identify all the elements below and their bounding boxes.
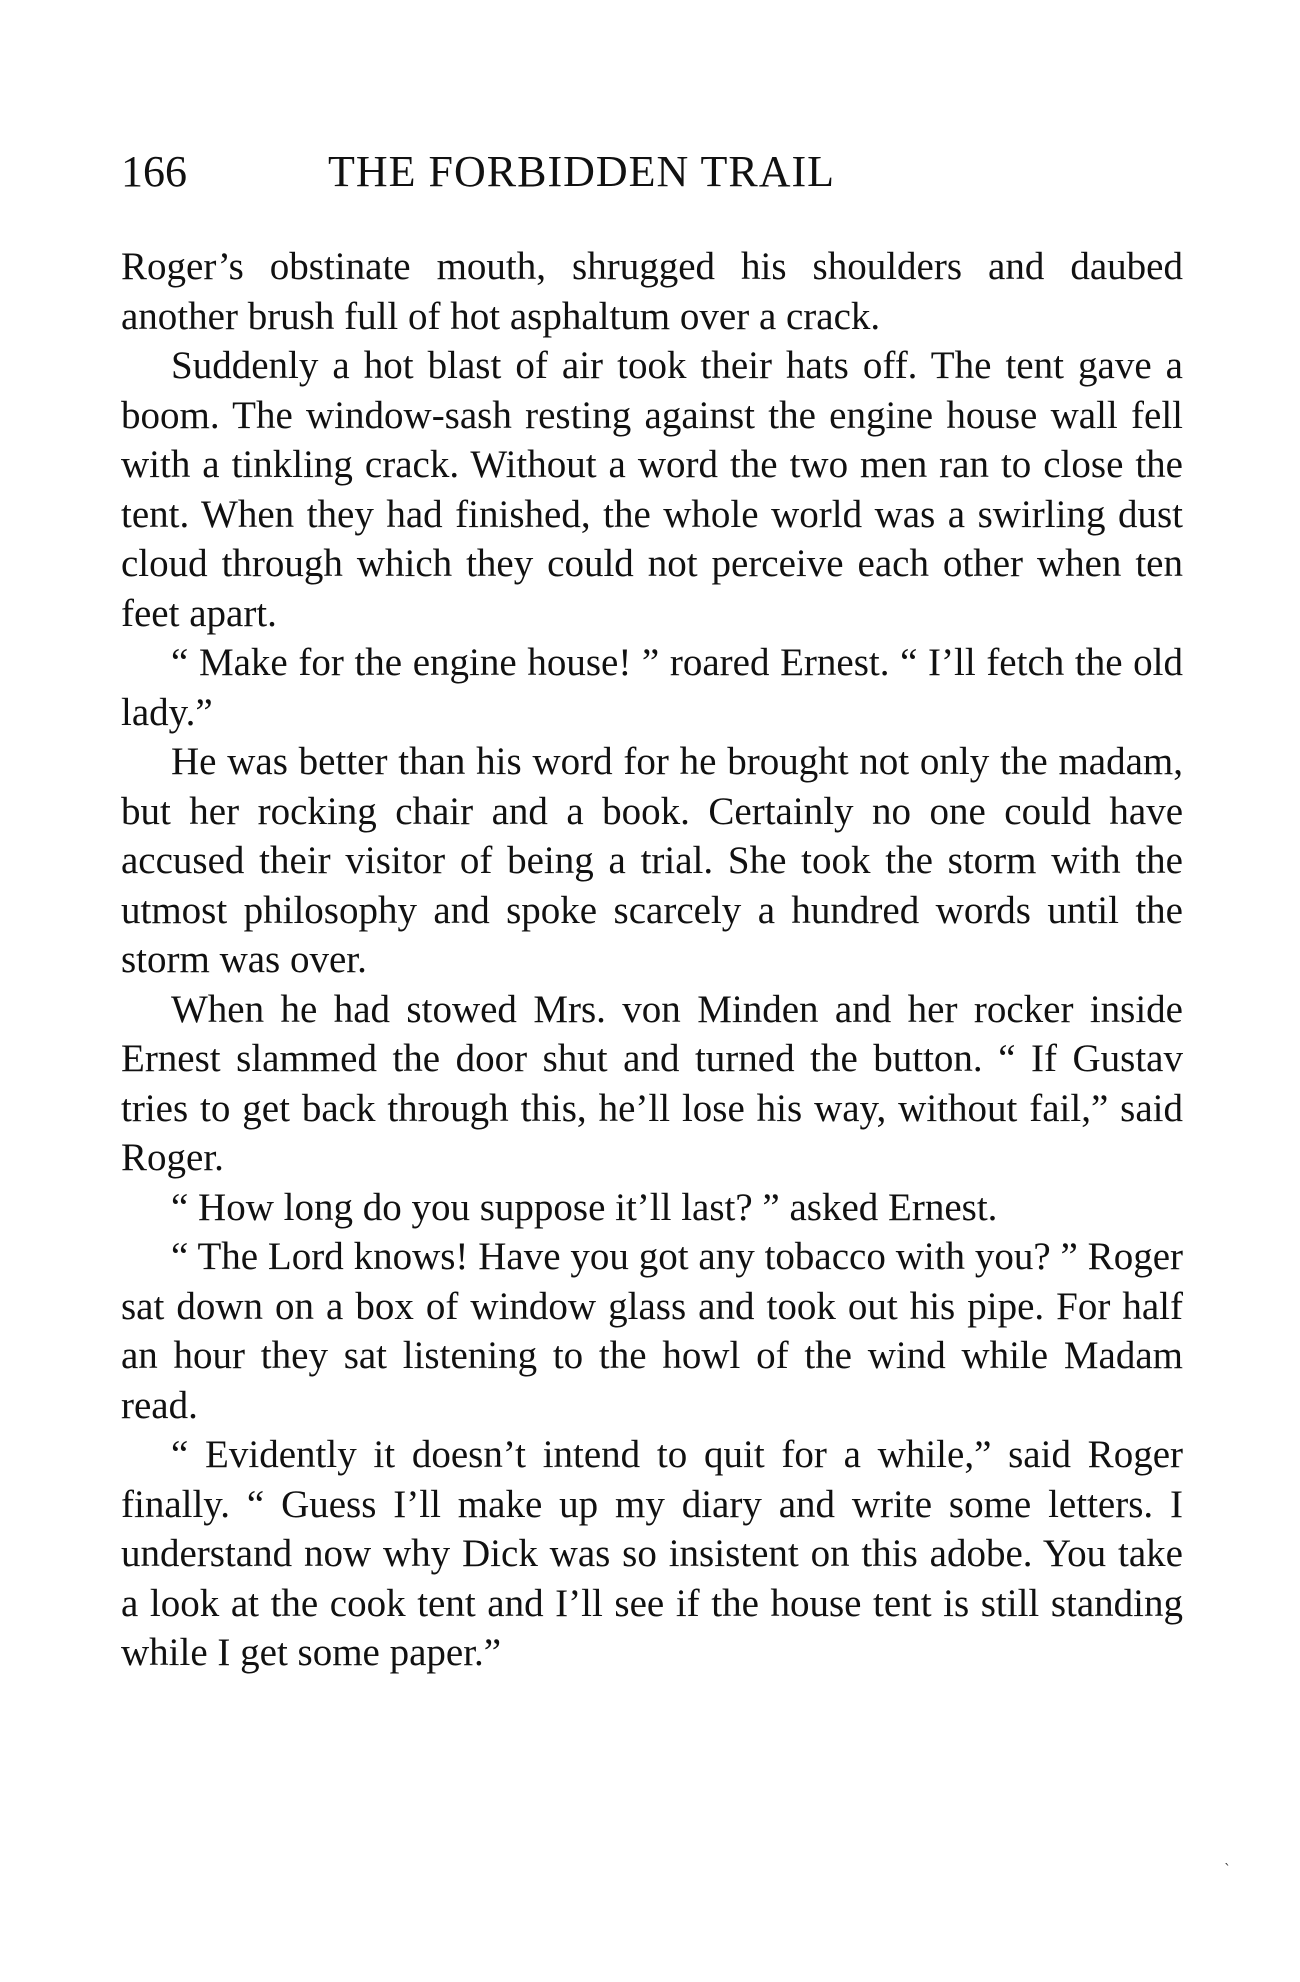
running-title: THE FORBIDDEN TRAIL xyxy=(328,147,836,196)
paragraph: Roger’s obstinate mouth, shrugged his shoulders and daubed another brush full of hot asphaltum over a crack. xyxy=(121,245,1183,338)
paragraph: Suddenly a hot blast of air took their hats off. The tent gave a boom. The window-sash resting against the engine house wall fell with a tinkling crack. Without a word the two men ran to close the tent. When they had finished, the whole world was a swirling dust cloud through which they could not perceive each other when ten feet apart. xyxy=(121,344,1183,635)
paragraph: “ Make for the engine house! ” roared Ernest. “ I’ll fetch the old lady.” xyxy=(121,641,1183,734)
print-speck-mark: ˎ xyxy=(1224,1850,1231,1866)
page-body xyxy=(121,242,1183,1678)
paragraph: When he had stowed Mrs. von Minden and her rocker inside Ernest slammed the door shut and turned the button. “ If Gustav tries to get back through this, he’ll lose his way, without fail,” said Roger. xyxy=(121,987,1183,1179)
paragraph: He was better than his word for he brought not only the madam, but her rocking chair and a book. Certainly no one could have accused their visitor of being a trial. She took the storm with the utmost philosophy and spoke scarcely a hundred words until the storm was over. xyxy=(121,740,1183,981)
paragraph: “ Evidently it doesn’t intend to quit for a while,” said Roger finally. “ Guess I’ll make up my diary and write some letters. I understand now why Dick was so insistent on this adobe. You take a look at the cook tent and I’ll see if the house tent is still standing while I get some paper.” xyxy=(121,1433,1183,1674)
paragraph: “ How long do you suppose it’ll last? ” asked Ernest. xyxy=(171,1185,998,1229)
page-header xyxy=(121,142,1181,202)
paragraph: “ The Lord knows! Have you got any tobacco with you? ” Roger sat down on a box of window glass and took out his pipe. For half an hour they sat listening to the howl of the wind while Madam read. xyxy=(121,1235,1183,1427)
page-number: 166 xyxy=(121,147,187,196)
